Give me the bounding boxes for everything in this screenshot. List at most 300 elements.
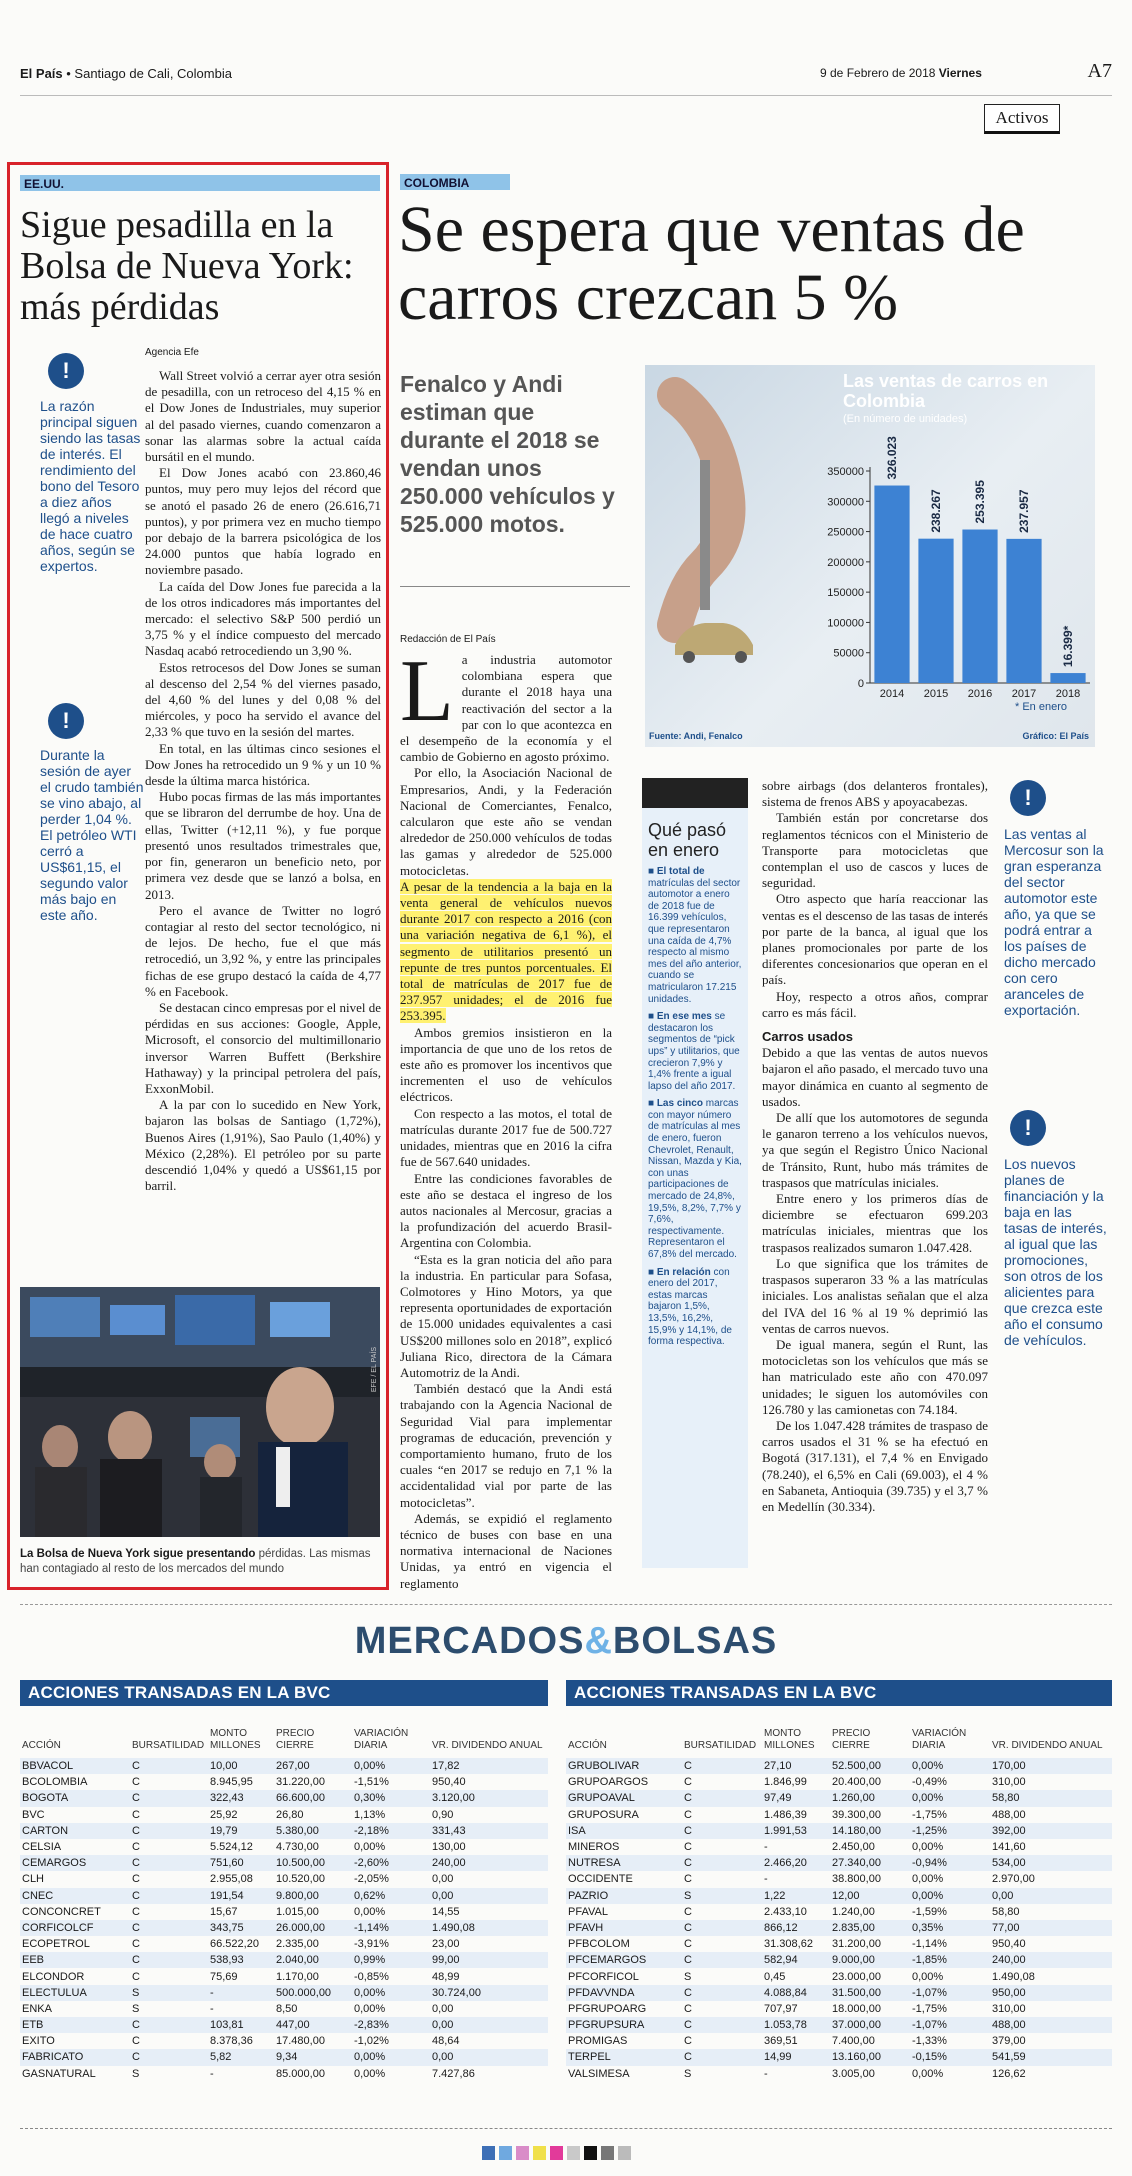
table-row [566,1807,1112,1823]
table-cell: 27.340,00 [830,1855,910,1871]
table-cell: C [132,1776,140,1789]
table-row [566,1920,1112,1936]
bar [918,539,953,683]
table-cell: 1.991,53 [762,1823,830,1839]
paragraph: Hubo pocas firmas de las más importantes que se libraron del derrumbe de hoy. Una de ellas, Twitter (+12,11 %), y fue porque presentó unos resultados trimestrales que, por fin, generaron un beneficio neto, por primera vez desde que se lanzó a bolsa, en 2013. [145,789,381,902]
table-row [20,1807,548,1823]
table-cell: 1,22 [762,1888,830,1904]
table-cell: ECOPETROL [22,1938,90,1951]
table-cell: GASNATURAL [22,2067,96,2080]
table-cell: 751,60 [208,1855,274,1871]
main-headline: Se espera que ventas de carros crezcan 5 % [398,193,1025,334]
table-cell: 103,81 [208,2017,274,2033]
table-cell: -0,49% [912,1776,947,1789]
table-cell: 191,54 [208,1888,274,1904]
table-cell: PFBCOLOM [568,1938,630,1951]
table-cell: 14,55 [432,1905,460,1918]
table-cell: 97,49 [762,1790,830,1806]
table-cell: C [682,1920,762,1936]
table-cell: 0,00 [990,1888,1112,1904]
table-cell: 85.000,00 [276,2067,325,2080]
paragraph: Ambos gremios insistieron en la importancia de que uno de los retos de este año es promover los incentivos que incrementen el uso de vehículos eléctricos. [400,1024,612,1105]
table-cell: 48,99 [432,1970,460,1983]
table-cell: 2.450,00 [832,1841,875,1854]
table-row [20,1839,548,1855]
table-cell: 10,00 [208,1758,274,1774]
table-cell: 0,00% [352,2049,430,2065]
table-cell: 52.500,00 [830,1758,910,1774]
table-cell: -0,94% [910,1855,990,1871]
table-row [566,1904,1112,1920]
table-cell: C [132,1873,140,1886]
table-cell: 12,00 [830,1888,910,1904]
table-row [20,2066,548,2082]
table-cell: 866,12 [762,1920,830,1936]
y-tick-label: 350000 [827,466,864,478]
table-cell: 0,00 [432,1873,454,1886]
table-cell: 369,51 [764,2035,798,2048]
table-row [20,1936,548,1952]
paragraph: A la par con lo sucedido en New York, bajaron las bolsas de Santiago (1,72%), Buenos Aires (1,91%), Sao Paulo (1,40%) y México (2,28%). El petróleo por su parte descendió 1,04% y quedó a US$61,15 por barril. [145,1097,381,1194]
table-cell: C [684,1905,692,1918]
table-cell: 1.490,08 [992,1970,1035,1983]
col-header: PRECIO CIERRE [832,1728,871,1751]
y-tick-label: 100000 [827,617,864,630]
left-tag-bar [20,175,380,191]
table-cell: 0,00% [354,2067,386,2080]
col-header: BURSATILIDAD [132,1740,205,1751]
paragraph: Lo que significa que los trámites de traspasos superaron 33 % a las matrículas iniciales. Los analistas señalan que el alza del IVA del 16 % al 19 % deprimió las ventas de carros nuevos. [762,1255,988,1336]
left-note-2: Durante la sesión de ayer el crudo también se vino abajo, al perder 1,04 %. El petróleo WTI cerró a US$61,15, el segundo valor más bajo en este año. [40,747,144,923]
table-cell: 240,00 [430,1855,548,1871]
col-header: VARIACIÓN DIARIA [354,1728,409,1751]
color-swatch [601,2146,614,2160]
stock-table [20,1706,548,2082]
sidebar-list [642,866,748,1348]
paragraph: El Dow Jones acabó con 23.860,46 puntos, muy pero muy lejos del récord que se anotó el pasado 26 de enero (26.616,71 puntos), y por primera vez en mucho tiempo por debajo de la barrera psicológica de los 24.000 puntos que había logrado en noviembre pasado. [145,465,381,578]
table-cell: 8,50 [276,2002,298,2015]
table-cell: 30.724,00 [430,1985,548,2001]
main-byline: Redacción de El País [400,634,496,645]
table-cell: 0,00 [430,2049,548,2065]
y-tick-label: 250000 [827,526,864,539]
chart-title: Las ventas de carros en Colombia [843,371,1049,411]
table-cell: C [130,1823,208,1839]
table-cell: 5.524,12 [210,1841,253,1854]
paragraph: Con respecto a las motos, el total de matrículas durante 2017 fue de 500.727 unidades, mientras que en 2016 la cifra fue de 567.640 unidades. [400,1105,612,1170]
table-cell: 310,00 [992,1776,1026,1789]
section-tab: Activos [984,104,1060,134]
table-cell: PFAVAL [568,1905,608,1918]
paragraph: Debido a que las ventas de autos nuevos bajaron el año pasado, el mercado tuvo una mayor dinámica en cuanto al segmento de usados. [762,1045,988,1109]
table-row [566,2017,1112,2033]
bar-value-label: 237.957 [1017,489,1031,533]
table-cell: TERPEL [566,2049,682,2065]
table-cell: -2,05% [354,1873,389,1886]
table-cell: S [684,2067,692,2080]
color-swatch [618,2146,631,2160]
paragraph: Se destacan cinco empresas por el nivel de pérdidas en sus acciones: Google, Apple, Microsoft, el consorcio del multimillonario inversor Warren Buffett (Berkshire Hathaway) y la principal petrolera del país, ExxonMobil. [145,999,381,1096]
alert-icon: ! [1010,1110,1046,1146]
table-cell: 0,45 [764,1970,786,1983]
chart-graphic-credit: Gráfico: El País [1022,731,1089,741]
table-cell: CNEC [20,1888,130,1904]
bar-value-label: 326.023 [885,436,899,480]
paragraph: En total, en las últimas cinco sesiones el Dow Jones ha retrocedido un 9 % y un 10 % desde la última marca histórica. [145,740,381,789]
paragraph: De allí que los automotores de segunda le ganaron terreno a los vehículos nuevos, ya que según el Registro Único Nacional de Tránsito, Runt, hubo más trámites de traspasos que matrículas iniciales. [762,1110,988,1190]
table-row [20,1855,548,1871]
table-cell: ISA [566,1823,682,1839]
table-cell: 2.955,08 [210,1873,253,1886]
highlighted-paragraph: A pesar de la tendencia a la baja en la venta general de vehículos nuevos durante 2017 con respecto a 2016 (con una variación negativa de 6,1 %), el segmento de utilitarios presentó un repunte de tres puntos porcentuales. El total de matrículas de 2017 fue de 237.957 unidades; el de 2016 fue 253.395. [400,878,612,1024]
table-cell: C [684,1776,692,1789]
table-cell: 27,10 [762,1758,830,1774]
table-cell: 25,92 [210,1808,238,1821]
table-row [566,1823,1112,1839]
table-cell: ETB [20,2017,130,2033]
table-cell: FABRICATO [20,2049,130,2065]
table-cell: PFGRUPSURA [566,2017,682,2033]
table-row [566,1790,1112,1806]
paragraph: De igual manera, según el Runt, las motocicletas son los vehículos que más se han matriculado este año con 470.097 unidades; le siguen los automóviles con 126.780 y las camionetas con 74.184. [762,1336,988,1417]
col-header: VR. DIVIDENDO ANUAL [432,1740,543,1751]
table-cell: 3.120,00 [430,1790,548,1806]
color-swatch [567,2146,580,2160]
table-cell: 310,00 [992,2002,1026,2015]
table-cell: 7.427,86 [432,2067,475,2080]
table-cell: 17.480,00 [276,2035,325,2048]
table-cell: -2,18% [352,1823,430,1839]
paragraph: Entre enero y los primeros días de diciembre se efectuaron 699.203 matrículas iniciales, mientras que los traspasos realizados sumaron 1.047.428. [762,1191,988,1255]
table-cell: -1,51% [354,1776,389,1789]
table-cell: BCOLOMBIA [22,1776,88,1789]
col-header: VR. DIVIDENDO ANUAL [992,1740,1103,1751]
table-cell: 19,79 [208,1823,274,1839]
table-cell: S [132,2002,140,2015]
table-cell: 14.180,00 [830,1823,910,1839]
table-cell: 500.000,00 [274,1985,352,2001]
alert-icon: ! [48,353,84,389]
table-cell: 447,00 [274,2017,352,2033]
paragraph: Pero el avance de Twitter no logró contagiar al resto del sector tecnológico, ni de lejos. De hecho, fue el que más retrocedió, un 3,92 %, y entre las principales fichas de ese grupo destacó la caída de 4,77 % en Facebook. [145,902,381,999]
table-cell: 0,00% [354,2002,386,2015]
table-row [20,1871,548,1887]
table-row [20,1774,548,1790]
table-cell: 8.945,95 [210,1776,253,1789]
table-cell: 10.500,00 [274,1855,352,1871]
y-tick-label: 150000 [827,587,864,600]
paragraph: Wall Street volvió a cerrar ayer otra sesión de pesadilla, con un retroceso del 4,15 % en el Dow Jones de Industriales, muy superior al del pasado viernes, cuando comenzaron a sonar las alarmas sobre la actual caída bursátil en el mundo. [145,368,381,465]
table-cell: 58,80 [990,1790,1112,1806]
bvc-table-right [566,1680,1112,2082]
paragraph: La caída del Dow Jones fue parecida a la de los otros indicadores más importantes del mercado: el selectivo S&P 500 perdió un 3,75 % y el índice compuesto del mercado Nasdaq acabó retrocediendo un 3,90 %. [145,578,381,659]
table-cell: PROMIGAS [568,2035,628,2048]
table-cell: 2.335,00 [276,1938,319,1951]
table-cell: 39.300,00 [832,1808,881,1821]
table-cell: - [210,2002,214,2015]
table-row [566,1985,1112,2001]
table-cell: ELCONDOR [22,1970,85,1983]
table-cell: - [210,2067,214,2080]
paragraph: a industria automotor colombiana espera que durante el 2018 haya una reactivación del sector a la par con lo que acontezca en el desempeño de la economía y el cambio de Gobierno en agosto próximo. [400,652,612,765]
table-cell: 13.160,00 [830,2049,910,2065]
left-headline: Sigue pesadilla en la Bolsa de Nueva York: más pérdidas [20,204,354,328]
table-cell: - [764,1841,768,1854]
table-cell: 4.088,84 [762,1985,830,2001]
table-cell: C [684,1938,692,1951]
bar-value-label: 253.395 [973,480,987,524]
table-cell: 379,00 [992,2035,1026,2048]
col-header: BURSATILIDAD [684,1740,757,1751]
table-cell: 392,00 [990,1823,1112,1839]
table-cell: C [130,2049,208,2065]
table-cell: S [132,2067,140,2080]
main-tag-bar [400,174,510,190]
table-cell: 170,00 [990,1758,1112,1774]
table-row [20,1985,548,2001]
paragraph: De los 1.047.428 trámites de traspaso de carros usados el 31 % se ha efectuó en Bogotá (317.131), el 7,4 % en Envigado (78.240), el 6,5% en Cali (69.003), el 4 % en Sabaneta, Antioquia (39.735) y el 3,7 % en Medellín (30.334). [762,1417,988,1514]
stock-exchange-photo [20,1287,380,1537]
header-date: 9 de Febrero de 2018 Viernes [820,66,982,80]
table-cell: 0,00 [430,2017,548,2033]
table-cell: 1.846,99 [764,1776,807,1789]
table-cell: 20.400,00 [832,1776,881,1789]
color-swatch [516,2146,529,2160]
table-cell: 66.600,00 [274,1790,352,1806]
table-row [20,1920,548,1936]
left-tag: EE.UU. [24,177,65,191]
table-cell: - [208,1985,274,2001]
col-header: ACCIÓN [568,1740,607,1751]
table-cell: 0,62% [352,1888,430,1904]
table-cell: C [684,1841,692,1854]
table-row [20,1888,548,1904]
table-cell: C [132,1938,140,1951]
table-cell: C [130,1790,208,1806]
divider [20,1604,1112,1605]
table-cell: -1,75% [912,1808,947,1821]
table-row [566,1936,1112,1952]
bar-value-label: 238.267 [929,489,943,533]
bar [1050,673,1085,683]
table-cell: VALSIMESA [568,2067,630,2080]
table-cell: 38.800,00 [832,1873,881,1886]
table-cell: 26.000,00 [274,1920,352,1936]
table-cell: CLH [22,1873,45,1886]
table-cell: -1,07% [910,2017,990,2033]
table-cell: 66.522,20 [210,1938,259,1951]
table-cell: 2.835,00 [830,1920,910,1936]
table-cell: 1.240,00 [832,1905,875,1918]
table-cell: 37.000,00 [830,2017,910,2033]
table-cell: 5.380,00 [274,1823,352,1839]
table-cell: 5,82 [208,2049,274,2065]
table-cell: -1,14% [352,1920,430,1936]
sidebar-item: ■ En ese mes se destacaron los segmentos de “pick ups” y utilitarios, que crecieron 7,9% y 1,4% frente a igual lapso del año 2017. [648,1011,740,1092]
table-cell: 141,60 [992,1841,1026,1854]
table-cell: C [682,1855,762,1871]
table-row [20,1758,548,1774]
table-cell: 99,00 [430,1952,548,1968]
color-registration-bar [482,2146,631,2160]
table-cell: C [684,1873,692,1886]
markets-heading: MERCADOS&BOLSAS [354,1620,778,1662]
table-cell: C [130,1952,208,1968]
sidebar-item: ■ El total de matrículas del sector automotor a enero de 2018 fue de 16.399 vehículos, que representaron una caída de 4,7% respecto al mismo mes del año anterior, cuando se matricularon 17.215 unidades. [648,866,742,1005]
table-cell: C [132,1905,140,1918]
table-cell: PAZRIO [566,1888,682,1904]
bar [874,486,909,683]
table-row [566,2066,1112,2082]
table-cell: 77,00 [990,1920,1112,1936]
table-cell: 0,00% [352,1758,430,1774]
table-row [566,2033,1112,2049]
table-cell: 18.000,00 [832,2002,881,2015]
table-row [20,2033,548,2049]
table-cell: -1,07% [910,1985,990,2001]
table-row [566,1839,1112,1855]
table-cell: ENKA [22,2002,52,2015]
sales-chart [645,365,1095,747]
table-cell: 31.220,00 [276,1776,325,1789]
table-cell: 0,90 [432,1808,454,1821]
table-cell: C [682,1823,762,1839]
table-cell: 1.486,39 [764,1808,807,1821]
table-cell: 10.520,00 [276,1873,325,1886]
header-paper: El País • Santiago de Cali, Colombia [20,66,232,81]
table-cell: PFGRUPOARG [568,2002,647,2015]
table-cell: C [132,1808,140,1821]
table-cell: 2.466,20 [762,1855,830,1871]
table-cell: -0,15% [910,2049,990,2065]
y-tick-label: 300000 [827,496,864,509]
table-cell: 2.040,00 [274,1952,352,1968]
table-cell: S [130,1985,208,2001]
paragraph: Entre las condiciones favorables de este año se destaca el ingreso de los autos nacionales al Mercosur, gracias a la profundización del acuerdo Brasil-Argentina con Colombia. [400,1170,612,1251]
table-cell: C [682,1952,762,1968]
table-cell: 0,00% [912,1970,944,1983]
table-row [566,1774,1112,1790]
col-header: VARIACIÓN DIARIA [912,1728,967,1751]
paragraph: sobre airbags (dos delanteros frontales), sistema de frenos ABS y apoyacabezas. [762,778,988,810]
left-article [7,162,389,1590]
table-cell: 58,80 [992,1905,1020,1918]
table-cell: 0,00% [912,1841,944,1854]
table-cell: 0,00% [910,1758,990,1774]
table-cell: 538,93 [208,1952,274,1968]
table-cell: 1.170,00 [276,1970,319,1983]
paragraph: Por ello, la Asociación Nacional de Empresarios, Andi, y la Federación Nacional de Comerciantes, Fenalco, calcularon que este año se vendan alrededor de 250.000 vehículos de todas las gamas y alrededor de 525.000 motocicletas. [400,765,612,878]
table-cell: PFDAVVNDA [566,1985,682,2001]
table-cell: C [682,1985,762,2001]
right-note-1: Las ventas al Mercosur son la gran esperanza del sector automotor este año, ya que se podrá entrar a los países de dicho mercado con cero aranceles de exportación. [1004,826,1104,1018]
table-cell: 9.800,00 [274,1888,352,1904]
table-cell: 0,00% [912,1873,944,1886]
table-cell: PFCORFICOL [568,1970,639,1983]
table-row [20,1904,548,1920]
table-cell: BBVACOL [20,1758,130,1774]
subheading: Carros usados [762,1029,854,1045]
table-cell: OCCIDENTE [568,1873,633,1886]
table-cell: 31.200,00 [832,1938,881,1951]
main-tag: COLOMBIA [404,176,470,190]
table-cell: 950,00 [990,1985,1112,2001]
x-tick-label: 2015 [923,688,949,700]
sidebar-title: Qué pasó en enero [648,820,727,860]
table-cell: 582,94 [762,1952,830,1968]
table-cell: C [682,1790,762,1806]
photo-credit: EFE / EL PAÍS [371,1347,378,1393]
table-cell: 1.260,00 [830,1790,910,1806]
table-cell: 1.015,00 [276,1905,319,1918]
january-sidebar [642,778,748,1568]
main-intro [400,643,612,765]
table-cell: -2,83% [352,2017,430,2033]
table-cell: C [682,2049,762,2065]
bar-value-label: 16.399* [1061,625,1075,668]
table-cell: 0,00 [430,1888,548,1904]
table-cell: GRUPOAVAL [566,1790,682,1806]
table-cell: CONCONCRET [22,1905,101,1918]
table-cell: C [132,2035,140,2048]
table-row [566,1855,1112,1871]
y-tick-label: 0 [857,678,864,690]
table-cell: PFAVH [566,1920,682,1936]
paragraph: “Esta es la gran noticia del año para la industria. En particular para Sofasa, Colmotores y Hino Motors, ya que representa oportunidades de exportación de 15.000 unidades equivalentes a casi US$200 millones solo en 2018”, explicó Juliana Rico, directora de la Cámara Automotriz de la Andi. [400,1251,612,1380]
table-cell: 9,34 [274,2049,352,2065]
table-cell: C [130,2017,208,2033]
table-cell: -1,75% [912,2002,947,2015]
table-cell: 9.000,00 [830,1952,910,1968]
table-cell: 0,35% [910,1920,990,1936]
table-cell: 0,30% [352,1790,430,1806]
table-row [20,1952,548,1968]
table-cell: -1,14% [912,1938,947,1951]
photo-caption: La Bolsa de Nueva York sigue presentando pérdidas. Las mismas han contagiado al resto de los mercados del mundo [20,1548,371,1575]
page-header [20,60,1112,96]
chart-source: Fuente: Andi, Fenalco [649,731,743,741]
col-header: PRECIO CIERRE [276,1728,315,1751]
table-cell: 17,82 [430,1758,548,1774]
color-swatch [499,2146,512,2160]
table-cell: 4.730,00 [276,1841,319,1854]
table-cell: BVC [22,1808,45,1821]
table-cell: 0,00% [352,1985,430,2001]
stock-table [566,1706,1112,2082]
table-cell: C [130,1855,208,1871]
dropcap: L [400,643,454,740]
table-row [566,1968,1112,1984]
table-cell: 950,40 [432,1776,466,1789]
table-row [566,1952,1112,1968]
table-cell: 7.400,00 [832,2035,875,2048]
table-cell: -1,02% [354,2035,389,2048]
table-cell: GRUPOARGOS [568,1776,649,1789]
x-tick-label: 2014 [879,688,905,700]
table-cell: 0,99% [352,1952,430,1968]
table-cell: C [684,2035,692,2048]
table-cell: 322,43 [208,1790,274,1806]
y-tick-label: 200000 [827,556,864,569]
table-cell: GRUBOLIVAR [566,1758,682,1774]
left-note-1: La razón principal siguen siendo las tasas de interés. El rendimiento del bono del Tesoro a diez años llegó a niveles de hace cuatro años, según se expertos. [40,398,141,574]
table-cell: BOGOTA [20,1790,130,1806]
table-row [566,1871,1112,1887]
table-cell: C [130,1888,208,1904]
x-tick-label: 2017 [1011,688,1037,700]
table-cell: 331,43 [430,1823,548,1839]
table-cell: 541,59 [990,2049,1112,2065]
